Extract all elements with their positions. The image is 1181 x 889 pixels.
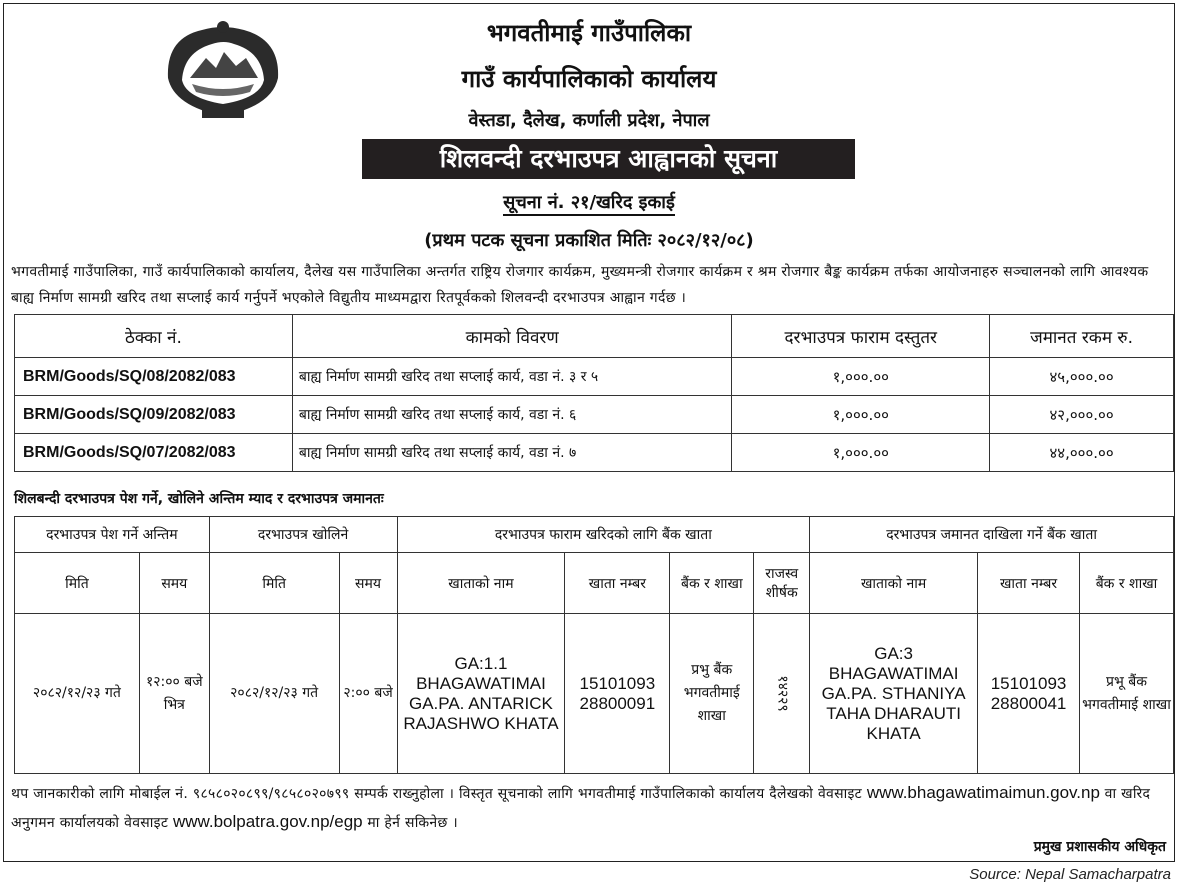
contract-code: BRM/Goods/SQ/08/2082/083 (15, 358, 293, 396)
security-amount: ४५,०००.०० (990, 358, 1174, 396)
work-description: बाह्य निर्माण सामग्री खरिद तथा सप्लाई कार्य, वडा नं. ३ र ५ (292, 358, 731, 396)
contact-text: थप जानकारीको लागि मोबाईल नं. ९८५८०२०८९९/९८५८०२०७९९ सम्पर्क राख्नुहोला । विस्तृत सूचनाको लागि भगवतीमाई गाउँपालिकाको कार्यालय दैलेखको वेवसाइट (11, 786, 863, 802)
notice-frame (3, 3, 1175, 862)
header-time: समय (139, 553, 209, 614)
notice-number (4, 190, 1174, 214)
header-security-bank-account: दरभाउपत्र जमानत दाखिला गर्ने बैंक खाता (810, 517, 1174, 553)
header-form-bank-account: दरभाउपत्र फाराम खरिदको लागि बैंक खाता (397, 517, 810, 553)
work-description: बाह्य निर्माण सामग्री खरिद तथा सप्लाई कार्य, वडा नं. ६ (292, 396, 731, 434)
header-account-name: खाताको नाम (810, 553, 978, 614)
header-bank-branch: बैंक र शाखा (1080, 553, 1174, 614)
form-fee: १,०००.०० (732, 396, 990, 434)
revenue-head-code: १४२२९ (774, 675, 791, 712)
header-revenue-head: राजस्व शीर्षक (754, 553, 810, 614)
deadline-group-header-row (15, 517, 1174, 553)
form-account-name: GA:1.1 BHAGAWATIMAI GA.PA. ANTARICK RAJASHWO KHATA (397, 614, 565, 774)
header-bank-branch: बैंक र शाखा (670, 553, 754, 614)
notice-number-text: सूचना नं. २१/खरिद इकाई (503, 192, 675, 216)
header-opening: दरभाउपत्र खोलिने (209, 517, 397, 553)
notice-title: शिलवन्दी दरभाउपत्र आह्वानको सूचना (362, 139, 855, 179)
source-credit: Source: Nepal Samacharpatra (969, 866, 1171, 883)
table-row (15, 614, 1174, 774)
municipality-website-link[interactable]: www.bhagawatimaimun.gov.np (866, 783, 1100, 802)
work-description: बाह्य निर्माण सामग्री खरिद तथा सप्लाई कार्य, वडा नं. ७ (292, 434, 731, 472)
header-account-number: खाता नम्बर (978, 553, 1080, 614)
header-date: मिति (209, 553, 339, 614)
deadline-table (14, 516, 1174, 774)
intro-paragraph: भगवतीमाई गाउँपालिका, गाउँ कार्यपालिकाको कार्यालय, दैलेख यस गाउँपालिका अन्तर्गत राष्ट्रिय रोजगार कार्यक्रम, मुख्यमन्त्री रोजगार कार्यक्रम र श्रम रोजगार बैङ्क कार्यक्रम तर्फका आयोजनाहरु सञ्चालनको लागि आवश्यक बाह्य निर्माण सामग्री खरिद तथा सप्लाई कार्य गर्नुपर्ने भएकोले विद्युतीय माध्यमद्वारा रितपूर्वकको शिलवन्दी दरभाउपत्र आह्वान गर्दछ । (11, 264, 1149, 306)
publish-date: (प्रथम पटक सूचना प्रकाशित मितिः २०८२/१२/०८) (424, 230, 754, 251)
header-account-name: खाताको नाम (397, 553, 565, 614)
signatory: प्रमुख प्रशासकीय अधिकृत (1033, 839, 1166, 855)
form-bank-branch: प्रभु बैंक भगवतीमाई शाखा (670, 614, 754, 774)
contract-code: BRM/Goods/SQ/09/2082/083 (15, 396, 293, 434)
submission-time: १२:०० बजे भित्र (139, 614, 209, 774)
contracts-table (14, 314, 1174, 472)
municipality-name: भगवतीमाई गाउँपालिका (486, 19, 692, 47)
deadline-sub-header-row (15, 553, 1174, 614)
header-contract-no: ठेक्का नं. (15, 315, 293, 358)
form-account-number: 15101093 28800091 (565, 614, 670, 774)
form-fee: १,०००.०० (732, 358, 990, 396)
contracts-header-row (15, 315, 1174, 358)
header-work-description: कामको विवरण (292, 315, 731, 358)
header-submission-deadline: दरभाउपत्र पेश गर्ने अन्तिम (15, 517, 210, 553)
header-date: मिति (15, 553, 140, 614)
opening-time: २:०० बजे (339, 614, 397, 774)
table-row (15, 358, 1174, 396)
office-name: गाउँ कार्यपालिकाको कार्यालय (461, 65, 717, 93)
security-account-number: 15101093 28800041 (978, 614, 1080, 774)
office-address: वेस्तडा, दैलेख, कर्णाली प्रदेश, नेपाल (468, 110, 710, 131)
footer-end-text: मा हेर्न सकिनेछ । (367, 815, 458, 831)
deadline-heading: शिलबन्दी दरभाउपत्र पेश गर्ने, खोलिने अन्तिम म्याद र दरभाउपत्र जमानतः (14, 491, 384, 507)
revenue-head-cell (754, 614, 810, 774)
security-account-name: GA:3 BHAGAWATIMAI GA.PA. STHANIYA TAHA DHARAUTI KHATA (810, 614, 978, 774)
opening-date: २०८२/१२/२३ गते (209, 614, 339, 774)
bolpatra-website-link[interactable]: www.bolpatra.gov.np/egp (172, 812, 363, 831)
submission-date: २०८२/१२/२३ गते (15, 614, 140, 774)
security-amount: ४४,०००.०० (990, 434, 1174, 472)
header-form-fee: दरभाउपत्र फाराम दस्तुतर (732, 315, 990, 358)
table-row (15, 434, 1174, 472)
header-security-amount: जमानत रकम रु. (990, 315, 1174, 358)
form-fee: १,०००.०० (732, 434, 990, 472)
table-row (15, 396, 1174, 434)
security-bank-branch: प्रभू बैंक भगवतीमाई शाखा (1080, 614, 1174, 774)
footer-contact (11, 779, 1173, 837)
contract-code: BRM/Goods/SQ/07/2082/083 (15, 434, 293, 472)
header-time: समय (339, 553, 397, 614)
footer-middle-text: वा खरिद अनुगमन कार्यालयको वेवसाइट (11, 786, 1151, 831)
security-amount: ४२,०००.०० (990, 396, 1174, 434)
header-account-number: खाता नम्बर (565, 553, 670, 614)
